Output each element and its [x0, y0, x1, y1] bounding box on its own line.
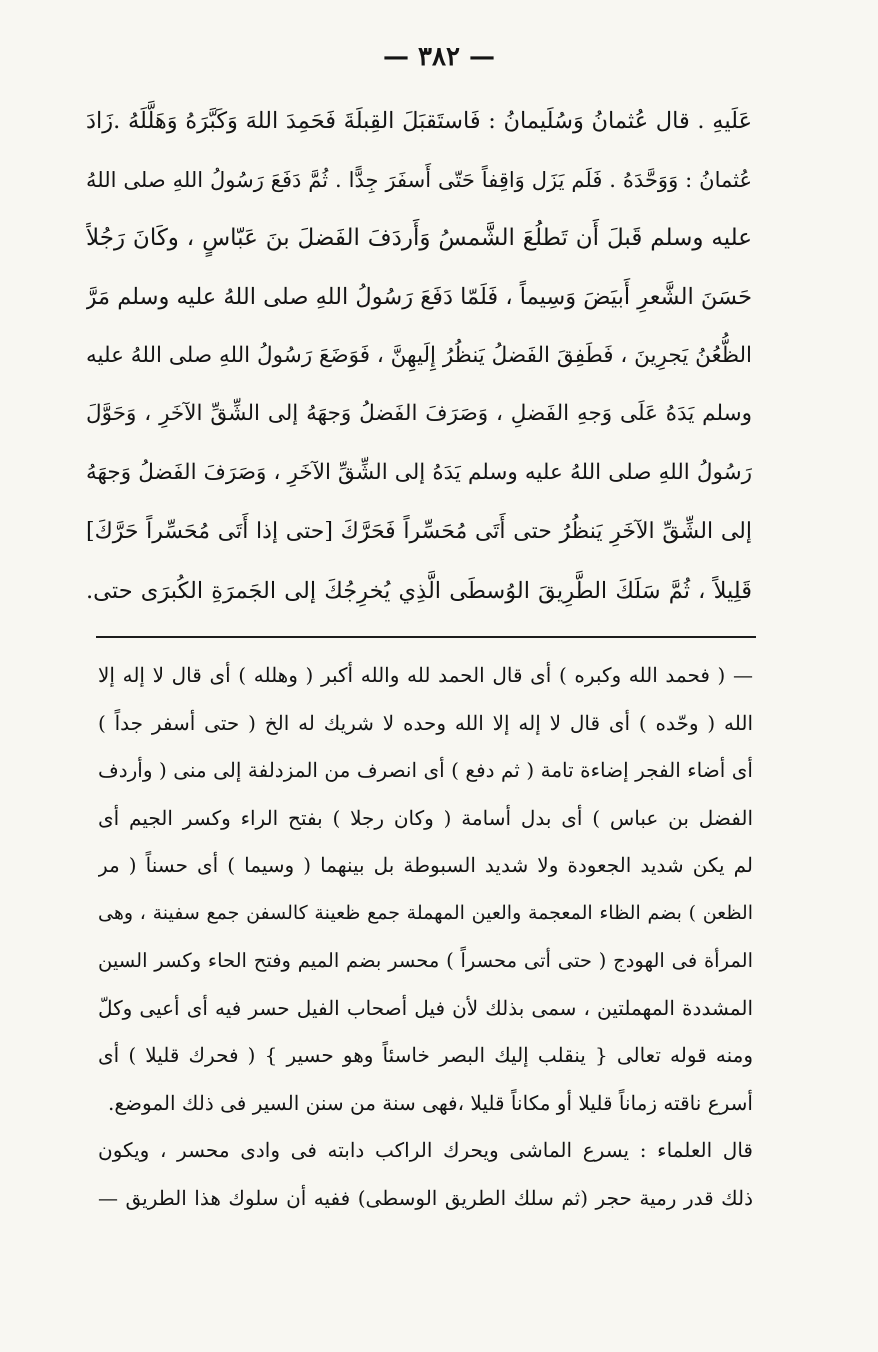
main-text-line: قَلِيلاً ، ثُمَّ سَلَكَ الطَّرِيقَ الوُسطَى الَّذِي يُخرِجُكَ إلى الجَمرَةِ الكُبرَى حتى. [86, 577, 752, 604]
footnote-line: الفضل بن عباس ) أى بدل أسامة ( وكان رجلا ) بفتح الراء وكسر الجيم أى [98, 805, 753, 830]
footnote-line: المشددة المهملتين ، سمى بذلك لأن فيل أصحاب الفيل حسر فيه أى أعيى وكلّ [98, 995, 753, 1020]
main-text-line: وسلم يَدَهُ عَلَى وَجهِ الفَضلِ ، وَصَرَفَ الفَضلُ وَجهَهُ إلى الشِّقِّ الآخَرِ ، وَحَوَّلَ [86, 401, 752, 427]
footnote-line: المرأة فى الهودج ( حتى أتى محسراً ) محسر بضم الميم وفتح الحاء وكسر السين [98, 949, 753, 972]
footnote-line: ومنه قوله تعالى { ينقلب إليك البصر خاسئاً وهو حسير } ( فحرك قليلا ) أى [98, 1043, 753, 1067]
main-text-line: عليه وسلم قَبلَ أَن تَطلُعَ الشَّمسُ وَأَردَفَ الفَضلَ بنَ عَبّاسٍ ، وكَانَ رَجُلاً [86, 225, 752, 252]
footnote-line: الله ( وحّده ) أى قال لا إله إلا الله وحده لا شريك له الخ ( حتى أسفر جداً ) [98, 710, 753, 735]
page-number: — ٣٨٢ — [382, 42, 496, 72]
main-text-line: الظُّعُنُ يَجرِينَ ، فَطَفِقَ الفَضلُ يَنظُرُ إِلَيهِنَّ ، فَوَضَعَ رَسُولُ اللهِ صلى اللهُ عليه [86, 342, 752, 368]
footnote-line: — ( فحمد الله وكبره ) أى قال الحمد لله والله أكبر ( وهلله ) أى قال لا إله إلا [98, 663, 753, 687]
main-text-line: عُثمانُ : وَوَحَّدَهُ . فَلَم يَزَل وَاقِفاً حَتّى أَسفَرَ جِدًّا . ثُمَّ دَفَعَ رَسُولُ اللهِ صلى اللهُ [86, 167, 752, 192]
main-text-line: إلى الشِّقِّ الآخَرِ يَنظُرُ حتى أَتَى مُحَسِّراً فَحَرَّكَ [حتى إذا أَتَى مُحَسِّراً حَرَّكَ] [86, 518, 752, 544]
main-text-line: حَسَنَ الشَّعرِ أَبيَضَ وَسِيماً ، فَلَمّا دَفَعَ رَسُولُ اللهِ صلى اللهُ عليه وسلم مَرَّ [86, 284, 752, 311]
main-text-line: رَسُولُ اللهِ صلى اللهُ عليه وسلم يَدَهُ إلى الشِّقِّ الآخَرِ ، وَصَرَفَ الفَضلُ وَجهَهُ [86, 460, 752, 486]
footnote-line: ذلك قدر رمية حجر (ثم سلك الطريق الوسطى) ففيه أن سلوك هذا الطريق — [98, 1185, 753, 1210]
main-text [86, 92, 752, 620]
footnote-line: لم يكن شديد الجعودة ولا شديد السبوطة بل بينهما ( وسيما ) أى حسناً ( مر [98, 853, 753, 877]
footnotes [98, 652, 753, 1222]
main-text-line: عَلَيهِ . قال عُثمانُ وَسُلَيمانُ : فَاستَقبَلَ القِبلَةَ فَحَمِدَ اللهَ وَكَبَّرَهُ وَهَلَّلَهُ .زَادَ [86, 108, 752, 134]
footnote-line: أى أضاء الفجر إضاءة تامة ( ثم دفع ) أى انصرف من المزدلفة إلى منى ( وأردف [98, 758, 753, 782]
footnote-divider [96, 636, 756, 638]
footnote-line: أسرع ناقته زماناً قليلا أو مكاناً قليلا ،فهى سنة من سنن السير فى ذلك الموضع. [108, 1090, 753, 1115]
footnote-line: الظعن ) بضم الظاء المعجمة والعين المهملة جمع ظعينة كالسفن جمع سفينة ، وهى [98, 901, 753, 924]
footnote-line: قال العلماء : يسرع الماشى ويحرك الراكب دابته فى وادى محسر ، ويكون [98, 1138, 753, 1162]
